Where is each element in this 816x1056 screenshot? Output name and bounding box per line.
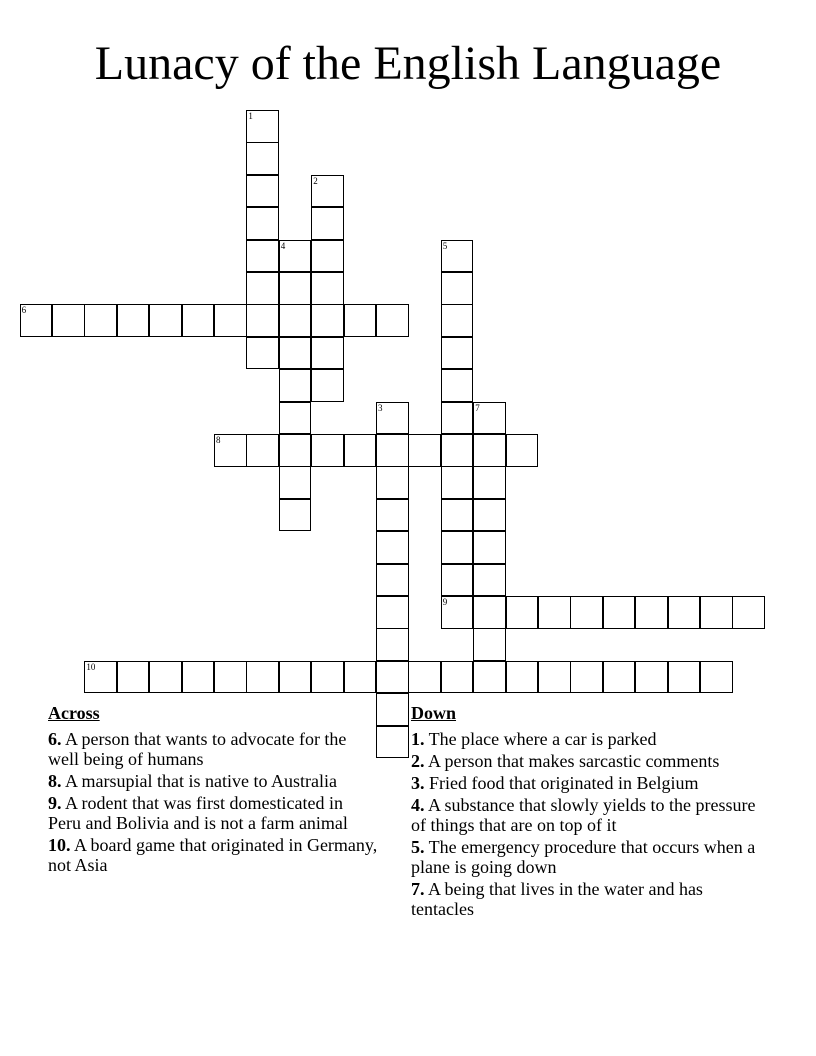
grid-cell[interactable] — [473, 434, 506, 467]
grid-cell[interactable] — [668, 596, 701, 629]
grid-cell[interactable] — [246, 272, 279, 305]
clue-down-4 — [411, 795, 756, 835]
grid-cell[interactable] — [376, 628, 409, 661]
grid-cell[interactable] — [214, 304, 247, 337]
grid-cell[interactable] — [603, 596, 636, 629]
grid-cell[interactable] — [149, 304, 182, 337]
page-title: Lunacy of the English Language — [94, 37, 722, 90]
grid-cell[interactable] — [279, 369, 312, 402]
grid-cell[interactable] — [441, 661, 474, 694]
grid-cell[interactable] — [376, 661, 409, 694]
grid-cell[interactable] — [117, 304, 150, 337]
grid-cell[interactable] — [441, 304, 474, 337]
clue-number: 7. — [411, 879, 425, 899]
grid-cell[interactable] — [441, 531, 474, 564]
grid-cell[interactable] — [279, 499, 312, 532]
clue-number: 4. — [411, 795, 425, 815]
grid-cell[interactable] — [279, 661, 312, 694]
clue-text: The emergency procedure that occurs when a plane is going down — [411, 837, 756, 877]
grid-cell[interactable] — [538, 596, 571, 629]
grid-cell[interactable] — [279, 337, 312, 370]
clue-text: A being that lives in the water and has tentacles — [411, 879, 703, 919]
cell-number: 5 — [442, 240, 448, 251]
grid-cell[interactable] — [344, 304, 377, 337]
grid-cell[interactable] — [376, 499, 409, 532]
grid-cell[interactable] — [700, 596, 733, 629]
grid-cell[interactable] — [311, 304, 344, 337]
grid-cell[interactable] — [506, 596, 539, 629]
grid-cell[interactable] — [246, 661, 279, 694]
cell-number: 4 — [280, 240, 286, 251]
grid-cell[interactable] — [246, 337, 279, 370]
cell-number: 6 — [21, 305, 27, 316]
grid-cell[interactable] — [344, 661, 377, 694]
grid-cell[interactable] — [279, 304, 312, 337]
grid-cell[interactable] — [84, 304, 117, 337]
grid-cell[interactable] — [344, 434, 377, 467]
grid-cell[interactable] — [376, 434, 409, 467]
grid-cell[interactable] — [408, 661, 441, 694]
across-clues — [48, 703, 378, 877]
clue-number: 2. — [411, 751, 425, 771]
grid-cell[interactable] — [441, 369, 474, 402]
grid-cell[interactable] — [635, 596, 668, 629]
grid-cell[interactable] — [279, 466, 312, 499]
grid-cell[interactable] — [246, 434, 279, 467]
grid-cell[interactable] — [182, 661, 215, 694]
grid-cell[interactable] — [441, 499, 474, 532]
grid-cell[interactable] — [570, 596, 603, 629]
grid-cell[interactable] — [506, 434, 539, 467]
grid-cell[interactable] — [311, 240, 344, 273]
clue-number: 1. — [411, 729, 425, 749]
grid-cell[interactable] — [246, 304, 279, 337]
grid-cell[interactable] — [311, 369, 344, 402]
grid-cell[interactable] — [506, 661, 539, 694]
clue-text: A substance that slowly yields to the pressure of things that are on top of it — [411, 795, 756, 835]
cell-number: 1 — [248, 111, 253, 121]
grid-cell[interactable] — [441, 466, 474, 499]
grid-cell[interactable] — [603, 661, 636, 694]
cell-number: 10 — [86, 661, 96, 672]
down-heading: Down — [411, 703, 457, 723]
clue-number: 8. — [48, 771, 62, 791]
clue-down-3 — [411, 773, 756, 793]
clue-number: 6. — [48, 729, 62, 749]
clue-across-8 — [48, 771, 378, 791]
grid-cell[interactable] — [376, 693, 409, 726]
grid-cell[interactable] — [376, 531, 409, 564]
clue-text: The place where a car is parked — [424, 729, 657, 749]
clue-down-5 — [411, 837, 756, 877]
grid-cell[interactable] — [246, 142, 279, 175]
clue-down-2 — [411, 751, 756, 771]
grid-cell[interactable] — [376, 564, 409, 597]
grid-cell[interactable] — [246, 207, 279, 240]
clue-text: A person that wants to advocate for the well being of humans — [48, 729, 347, 769]
grid-cell[interactable] — [473, 499, 506, 532]
clue-number: 3. — [411, 773, 425, 793]
grid-cell[interactable] — [279, 434, 312, 467]
clue-number: 9. — [48, 793, 62, 813]
cell-number: 9 — [442, 597, 448, 607]
grid-cell[interactable] — [441, 272, 474, 305]
clue-across-10 — [48, 835, 378, 875]
grid-cell[interactable] — [376, 304, 409, 337]
grid-cell[interactable] — [376, 596, 409, 629]
grid-cell[interactable] — [441, 434, 474, 467]
grid-cell[interactable] — [311, 661, 344, 694]
grid-cell[interactable] — [311, 272, 344, 305]
clue-text: A board game that originated in Germany, not Asia — [48, 835, 378, 875]
clue-text: A marsupial that is native to Australia — [61, 771, 337, 791]
grid-cell[interactable] — [52, 304, 85, 337]
grid-cell[interactable] — [668, 661, 701, 694]
grid-cell[interactable] — [246, 240, 279, 273]
grid-cell[interactable] — [376, 726, 409, 759]
clue-across-9 — [48, 793, 378, 833]
grid-cell[interactable] — [149, 661, 182, 694]
cell-number: 2 — [313, 175, 318, 186]
clue-across-6 — [48, 729, 378, 769]
grid-cell[interactable] — [538, 661, 571, 694]
grid-cell[interactable] — [700, 661, 733, 694]
across-heading: Across — [48, 703, 100, 723]
grid-cell[interactable] — [117, 661, 150, 694]
clue-text: A rodent that was first domesticated in Peru and Bolivia and is not a farm animal — [48, 793, 348, 833]
grid-cell[interactable] — [473, 628, 506, 661]
grid-cell[interactable] — [635, 661, 668, 694]
grid-cell[interactable] — [182, 304, 215, 337]
grid-cell[interactable] — [311, 434, 344, 467]
grid-cell[interactable] — [441, 564, 474, 597]
grid-cell[interactable] — [311, 207, 344, 240]
grid-cell[interactable] — [279, 402, 312, 435]
clue-number: 10. — [48, 835, 71, 855]
grid-cell[interactable] — [408, 434, 441, 467]
cell-number: 7 — [475, 402, 480, 413]
clue-down-1 — [411, 729, 756, 749]
clue-down-7 — [411, 879, 756, 919]
grid-cell[interactable] — [441, 402, 474, 435]
clue-text: A person that makes sarcastic comments — [424, 751, 720, 771]
grid-cell[interactable] — [570, 661, 603, 694]
grid-cell[interactable] — [376, 466, 409, 499]
grid-cell[interactable] — [214, 661, 247, 694]
down-clues — [411, 703, 756, 921]
grid-cell[interactable] — [473, 596, 506, 629]
grid-cell[interactable] — [311, 337, 344, 370]
grid-cell[interactable] — [473, 466, 506, 499]
grid-cell[interactable] — [473, 661, 506, 694]
grid-cell[interactable] — [246, 175, 279, 208]
grid-cell[interactable] — [732, 596, 765, 629]
grid-cell[interactable] — [279, 272, 312, 305]
grid-cell[interactable] — [473, 531, 506, 564]
grid-cell[interactable] — [473, 564, 506, 597]
cell-number: 3 — [378, 402, 383, 413]
clue-number: 5. — [411, 837, 425, 857]
cell-number: 8 — [216, 435, 221, 445]
grid-cell[interactable] — [441, 337, 474, 370]
clue-text: Fried food that originated in Belgium — [424, 773, 699, 793]
